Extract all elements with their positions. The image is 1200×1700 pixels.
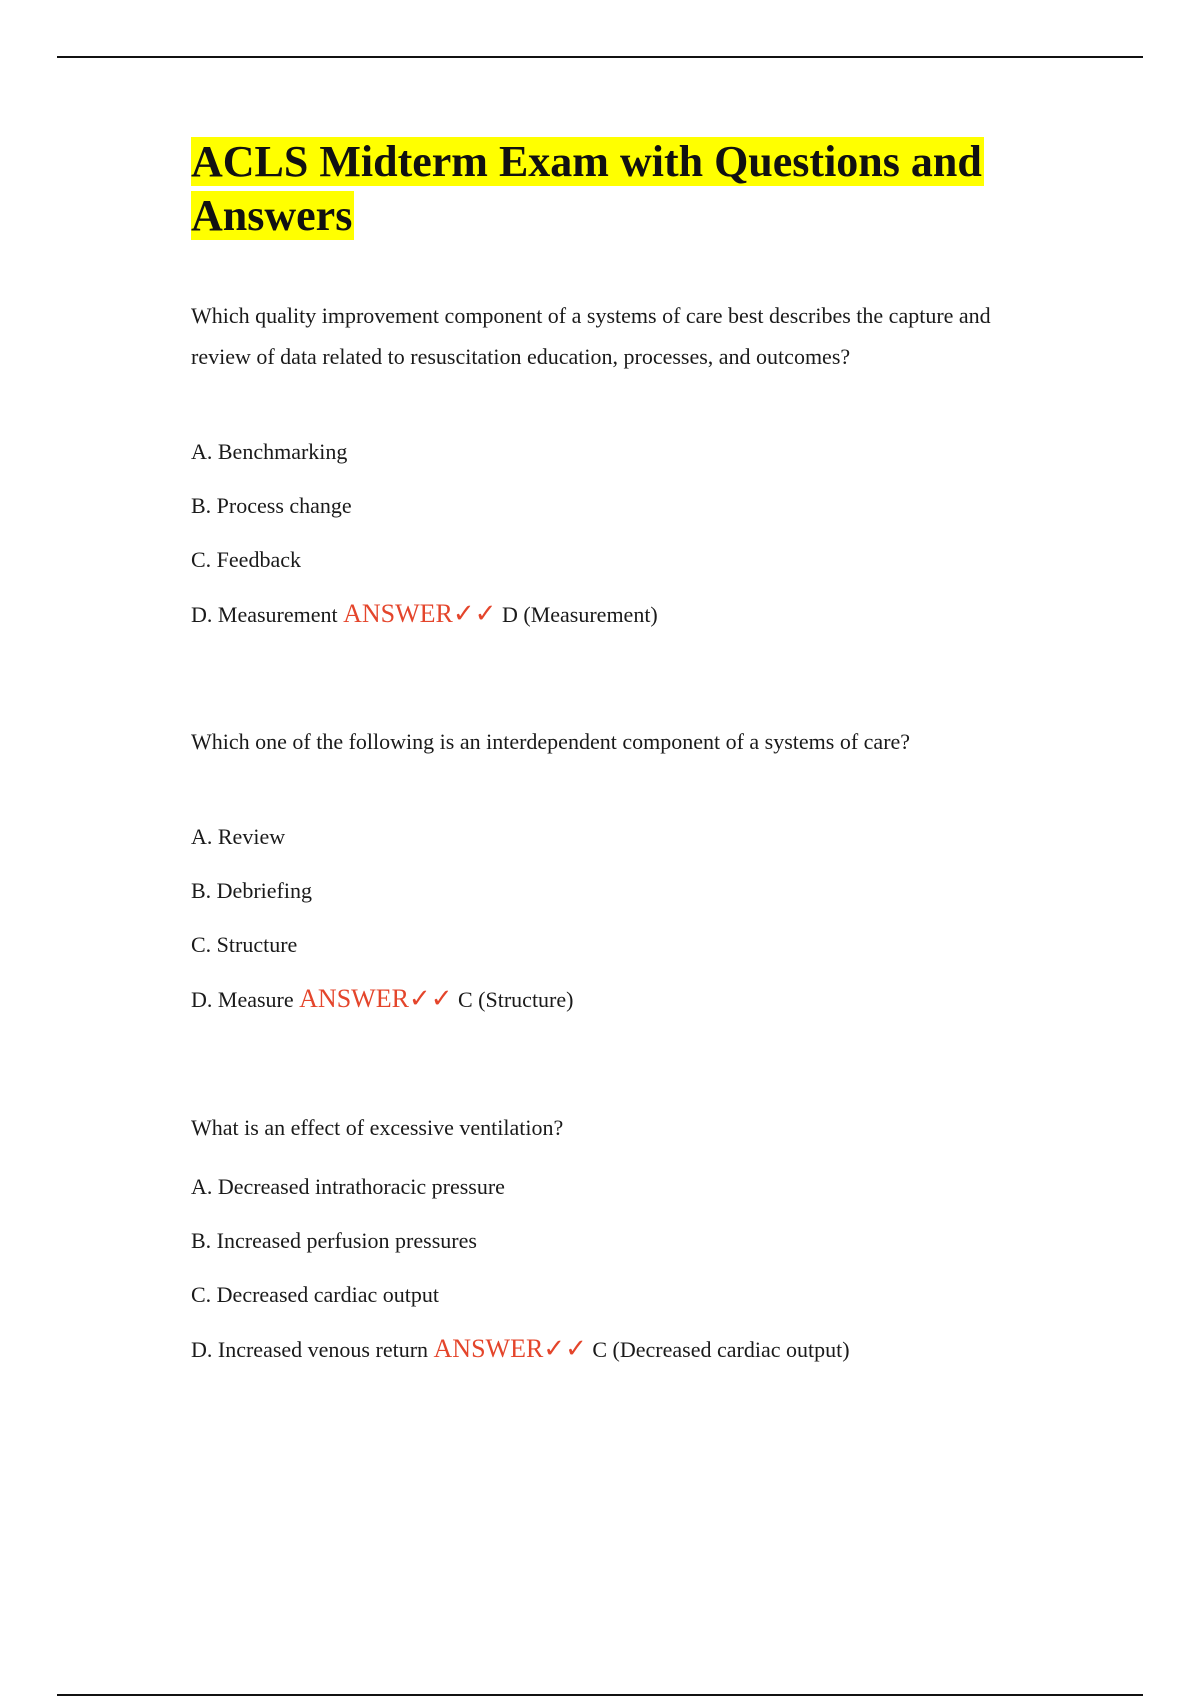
question-1-option-d: D. Measurement bbox=[191, 602, 338, 627]
page-title bbox=[191, 135, 1041, 243]
question-1-answer: D (Measurement) bbox=[501, 602, 658, 627]
question-2-text: Which one of the following is an interdependent component of a systems of care? bbox=[191, 729, 911, 754]
question-3-option-c: C. Decreased cardiac output bbox=[191, 1282, 439, 1307]
answer-label: ANSWER✓✓ bbox=[343, 599, 497, 628]
document-body bbox=[191, 135, 1041, 1365]
question-3-option-d-line bbox=[191, 1334, 1041, 1365]
question-2-option-b: B. Debriefing bbox=[191, 878, 312, 903]
question-1-option-a: A. Benchmarking bbox=[191, 439, 348, 464]
answer-label: ANSWER✓✓ bbox=[299, 984, 453, 1013]
header-rule bbox=[57, 56, 1143, 58]
question-3-option-b: B. Increased perfusion pressures bbox=[191, 1228, 477, 1253]
question-2-option-d: D. Measure bbox=[191, 987, 294, 1012]
question-1-text: Which quality improvement component of a systems of care best describes the capture and review of data related to resuscitation education, processes, and outcomes? bbox=[191, 303, 991, 369]
question-2-answer: C (Structure) bbox=[458, 987, 574, 1012]
footer-rule bbox=[57, 1694, 1143, 1696]
page-title-text: ACLS Midterm Exam with Questions and Answers bbox=[191, 137, 982, 240]
question-2-option-d-line bbox=[191, 984, 1041, 1015]
question-2-option-c: C. Structure bbox=[191, 932, 298, 957]
question-2-option-a: A. Review bbox=[191, 824, 286, 849]
question-3-option-a: A. Decreased intrathoracic pressure bbox=[191, 1174, 505, 1199]
question-3-text: What is an effect of excessive ventilation? bbox=[191, 1115, 564, 1140]
question-1-option-c: C. Feedback bbox=[191, 547, 301, 572]
question-3-option-d: D. Increased venous return bbox=[191, 1337, 429, 1362]
question-3-answer: C (Decreased cardiac output) bbox=[592, 1337, 850, 1362]
question-1-option-d-line bbox=[191, 599, 1041, 630]
question-1-option-b: B. Process change bbox=[191, 493, 352, 518]
answer-label: ANSWER✓✓ bbox=[433, 1334, 587, 1363]
